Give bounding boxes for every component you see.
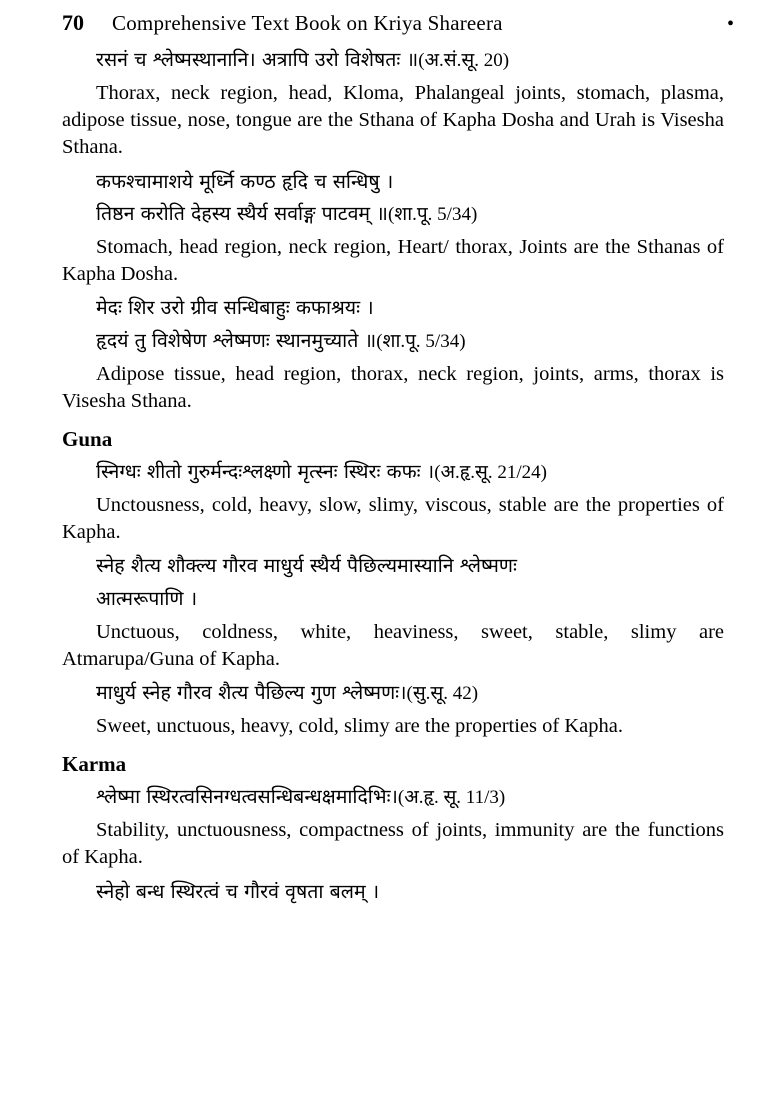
- running-head-title: Comprehensive Text Book on Kriya Shareera: [112, 11, 503, 35]
- verse-block: [62, 44, 724, 162]
- translation-text: Adipose tissue, head region, thorax, neck region, joints, arms, thorax is Visesha Sthana.: [62, 362, 724, 412]
- header-bullet-icon: •: [726, 13, 734, 35]
- sanskrit-verse-line: [96, 456, 724, 489]
- page-header: [0, 0, 780, 36]
- sanskrit-text: आत्मरूपाणि ।: [96, 587, 198, 611]
- verse-reference: (शा.पू. 5/34): [376, 330, 466, 352]
- sanskrit-verse-line: कफश्चामाशये मूर्ध्नि कण्ठ हृदि च सन्धिषु ।: [96, 169, 394, 193]
- translation-text: Unctousness, cold, heavy, slow, slimy, viscous, stable are the properties of Kapha.: [62, 493, 724, 544]
- verse-block: [62, 677, 724, 740]
- sanskrit-verse-line: [96, 325, 724, 358]
- sanskrit-verse-line: [96, 198, 724, 231]
- page-content: [0, 36, 780, 907]
- sanskrit-verse-line: [96, 677, 724, 710]
- sanskrit-text: स्निग्धः शीतो गुरुर्मन्दःश्लक्ष्णो मृत्स्नः स्थिरः कफः ।: [96, 460, 435, 484]
- sanskrit-verse-line: [96, 44, 724, 77]
- sanskrit-text: हृदयं तु विशेषेण श्लेष्मणः स्थानमुच्याते ॥: [96, 328, 377, 352]
- verse-reference: (सु.सू. 42): [406, 683, 479, 705]
- verse-block: [62, 781, 724, 871]
- sanskrit-text: श्लेष्मा स्थिरत्वसिनग्धत्वसन्धिबन्धक्षमादिभिः।: [96, 785, 398, 809]
- verse-reference: (अ.सं.सू. 20): [418, 50, 510, 71]
- sanskrit-text: रसनं च श्लेष्मस्थानानि। अत्रापि उरो विशेषतः ॥: [96, 48, 419, 71]
- verse-reference: (शा.पू. 5/34): [387, 204, 478, 226]
- sanskrit-verse-line: [96, 781, 724, 814]
- verse-block: [62, 166, 724, 289]
- sanskrit-verse-line: मेदः शिर उरो ग्रीव सन्धिबाहुः कफाश्रयः ।: [96, 296, 374, 320]
- translation-text: Thorax, neck region, head, Kloma, Phalangeal joints, stomach, plasma, adipose tissue, nose, tongue are the Sthana of Kapha Dosha and Urah is Visesha Sthana.: [62, 81, 724, 159]
- translation-text: Stability, unctuousness, compactness of joints, immunity are the functions of Kapha.: [62, 819, 724, 869]
- verse-block: [62, 292, 724, 415]
- verse-block: [62, 456, 724, 546]
- sanskrit-verse-line: [96, 583, 724, 616]
- verse-block: [62, 550, 724, 673]
- page-number: 70: [62, 10, 84, 35]
- section-heading-karma: Karma: [62, 752, 127, 777]
- sanskrit-verse-line: स्नेहो बन्ध स्थिरत्वं च गौरवं वृषता बलम् ।: [96, 879, 380, 903]
- verse-reference: (अ.हृ.सू. 21/24): [434, 462, 547, 484]
- section-heading-guna: Guna: [62, 427, 113, 452]
- translation-text: Unctuous, coldness, white, heaviness, sweet, stable, slimy are Atmarupa/Guna of Kapha.: [62, 620, 724, 671]
- translation-text: Sweet, unctuous, heavy, cold, slimy are the properties of Kapha.: [96, 715, 623, 738]
- sanskrit-text: माधुर्य स्नेह गौरव शैत्य पैछिल्य गुण श्लेष्मणः।: [96, 681, 407, 705]
- translation-text: Stomach, head region, neck region, Heart/ thorax, Joints are the Sthanas of Kapha Dosha.: [62, 235, 724, 286]
- verse-block: [62, 876, 724, 908]
- sanskrit-text: तिष्ठन करोति देहस्य स्थैर्य सर्वाङ्ग पाटवम् ॥: [96, 202, 388, 226]
- verse-reference: (अ.हृ. सू. 11/3): [397, 787, 506, 809]
- sanskrit-verse-line: स्नेह शैत्य शौक्ल्य गौरव माधुर्य स्थैर्य पैछिल्यमास्यानि श्लेष्मणः: [96, 554, 517, 578]
